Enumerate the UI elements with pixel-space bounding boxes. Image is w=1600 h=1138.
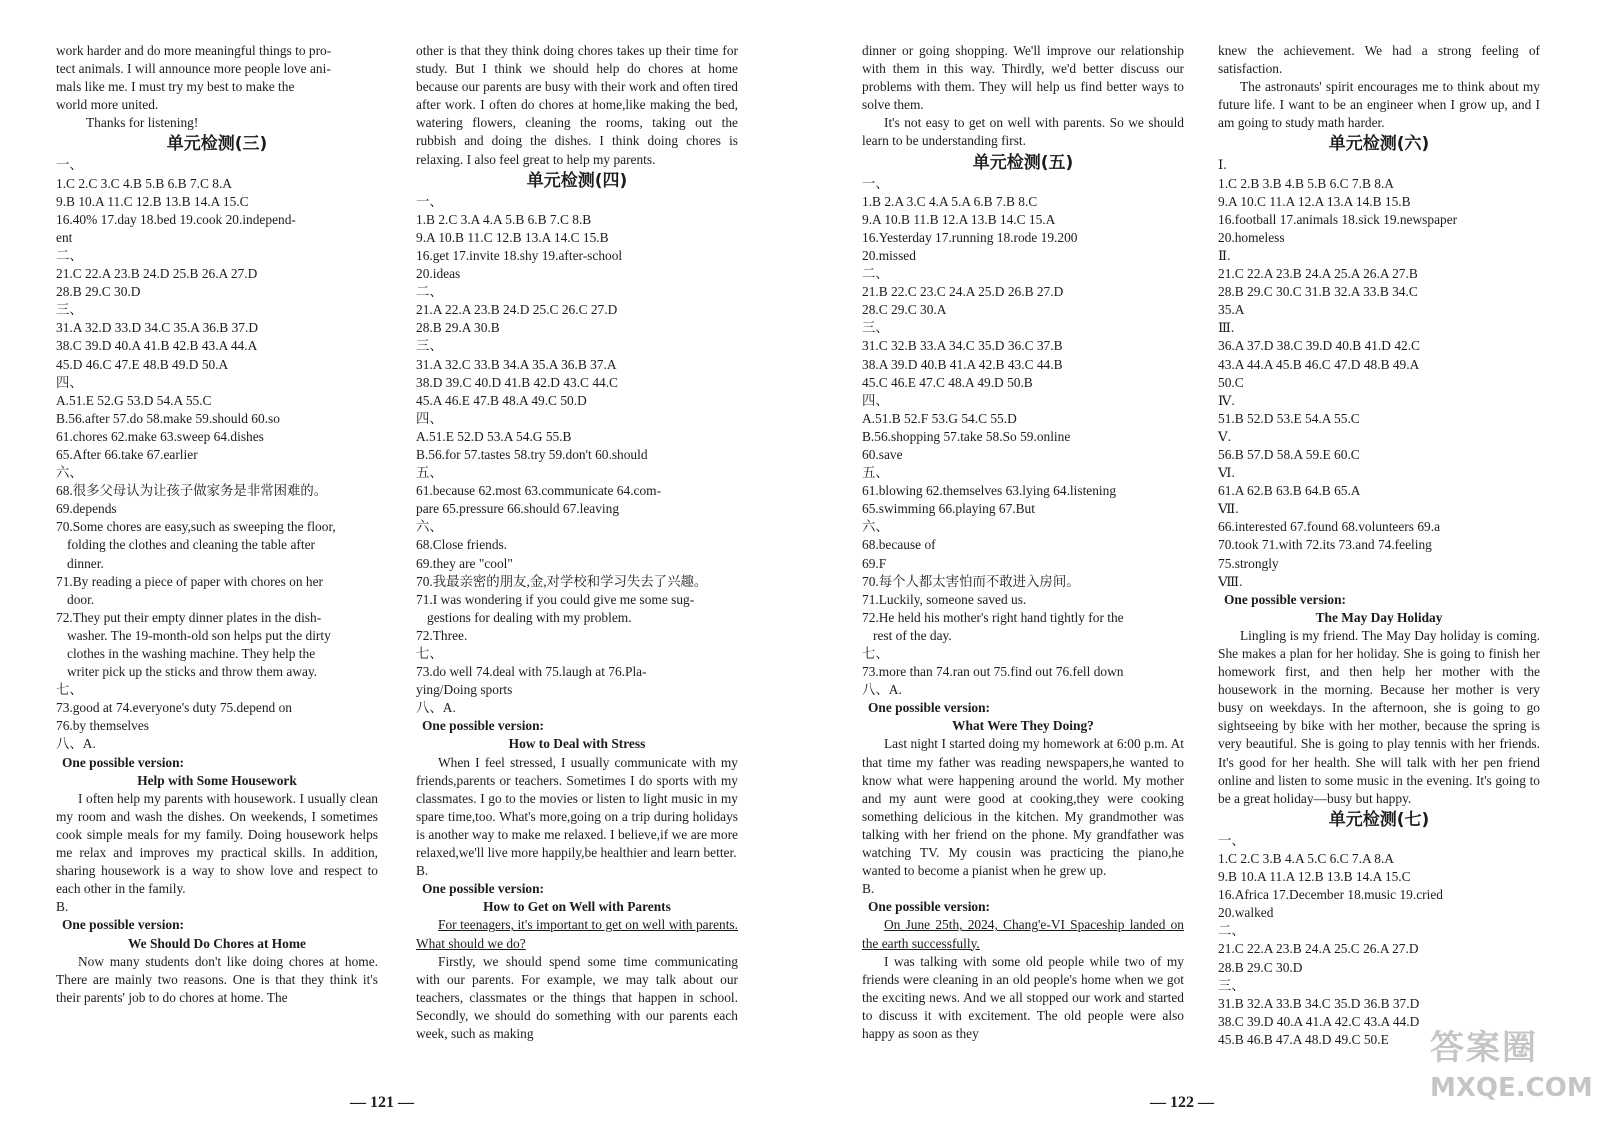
answer-line: 70.我最亲密的朋友,金,对学校和学习失去了兴趣。 [416, 573, 708, 589]
answer-line: 31.B 32.A 33.B 34.C 35.D 36.B 37.D [1218, 995, 1420, 1011]
answer-line: 1.C 2.C 3.C 4.B 5.B 6.B 7.C 8.A [56, 175, 232, 191]
text-line: mals like me. I must try my best to make the [56, 79, 295, 95]
part-label: 一、 [56, 157, 83, 173]
answer-line: 16.get 17.invite 18.shy 19.after-school [416, 247, 623, 263]
answer-line: 75.strongly [1218, 555, 1279, 571]
part-label: 六、 [56, 465, 83, 481]
answer-line: 16.Africa 17.December 18.music 19.cried [1218, 887, 1443, 903]
answer-line: A.51.B 52.F 53.G 54.C 55.D [862, 410, 1017, 426]
answer-line: 28.C 29.C 30.A [862, 302, 947, 318]
column-2 [416, 42, 738, 1043]
answer-line: 70.took 71.with 72.its 73.and 74.feeling [1218, 537, 1432, 553]
part-label: 一、 [862, 175, 889, 191]
text-line: world more united. [56, 97, 159, 113]
answer-line: 28.B 29.C 30.C 31.B 32.A 33.B 34.C [1218, 284, 1418, 300]
version-label: One possible version: [868, 899, 991, 915]
answer-line: 21.A 22.A 23.B 24.D 25.C 26.C 27.D [416, 302, 618, 318]
essay-title: We Should Do Chores at Home [128, 935, 306, 951]
part-label: 四、 [862, 392, 889, 408]
part-label: Ⅳ. [1218, 392, 1235, 408]
answer-line: 28.B 29.A 30.B [416, 320, 500, 336]
text-paragraph: other is that they think doing chores takes up their time for study. But I think we should help do chores at home because our parents are busy with their work and often tired after work. I often do chores at home,like making the bed, watering flowers, cleaning the rooms, taking out the rubbish and doing the dishes. I think doing chores is relaxing. I also feel great to help my parents. [416, 43, 738, 167]
part-label: 三、 [416, 338, 443, 354]
part-label: B. [56, 899, 69, 915]
part-label: 八、A. [862, 682, 902, 698]
part-label: 四、 [56, 374, 83, 390]
part-label: 五、 [416, 465, 443, 481]
answer-line: B.56.shopping 57.take 58.So 59.online [862, 428, 1071, 444]
answer-line: door. [67, 591, 95, 607]
part-label: Ⅴ. [1218, 428, 1232, 444]
section-heading: 单元检测(六) [1328, 134, 1430, 155]
answer-line: 38.C 39.D 40.A 41.B 42.B 43.A 44.A [56, 338, 258, 354]
essay-title: Help with Some Housework [137, 772, 297, 788]
part-label: 三、 [862, 320, 889, 336]
answer-line: 61.because 62.most 63.communicate 64.com- [416, 483, 662, 499]
answer-line: 45.B 46.B 47.A 48.D 49.C 50.E [1218, 1031, 1389, 1047]
answer-line: 28.B 29.C 30.D [1218, 959, 1303, 975]
text-paragraph: It's not easy to get on well with parents. So we should learn to be understanding first. [862, 115, 1184, 149]
answer-line: 9.A 10.B 11.B 12.A 13.B 14.C 15.A [862, 211, 1056, 227]
essay-title: How to Get on Well with Parents [483, 899, 671, 915]
answer-line: 66.interested 67.found 68.volunteers 69.a [1218, 519, 1441, 535]
watermark [1430, 1020, 1593, 1120]
column-3 [862, 42, 1184, 1043]
part-label: 一、 [416, 193, 443, 209]
watermark-cn: 答案圈 [1430, 1028, 1538, 1068]
answer-line: ent [56, 229, 73, 245]
answer-line: B.56.for 57.tastes 58.try 59.don't 60.should [416, 446, 648, 462]
version-label: One possible version: [868, 700, 991, 716]
answer-line: 1.C 2.B 3.B 4.B 5.B 6.C 7.B 8.A [1218, 175, 1394, 191]
page-number-right: — 122 — [1150, 1094, 1214, 1111]
answer-line: 61.A 62.B 63.B 64.B 65.A [1218, 483, 1361, 499]
version-label: One possible version: [422, 718, 545, 734]
answer-line: 9.B 10.A 11.A 12.B 13.B 14.A 15.C [1218, 869, 1411, 885]
essay-title: The May Day Holiday [1315, 609, 1443, 625]
answer-line: 9.B 10.A 11.C 12.B 13.B 14.A 15.C [56, 193, 249, 209]
text-paragraph: The astronauts' spirit encourages me to think about my future life. I want to be an engineer when I grow up, and I am going to study math harder. [1218, 79, 1540, 131]
answer-line: pare 65.pressure 66.should 67.leaving [416, 501, 620, 517]
answer-line: 72.He held his mother's right hand tightly for the [862, 609, 1124, 625]
answer-line: 73.do well 74.deal with 75.laugh at 76.Pla- [416, 664, 647, 680]
part-label: 二、 [1218, 923, 1245, 939]
answer-line: 68.Close friends. [416, 537, 508, 553]
part-label: 三、 [1218, 977, 1245, 993]
answer-line: folding the clothes and cleaning the table after [67, 537, 316, 553]
part-label: B. [416, 863, 429, 879]
answer-line: A.51.E 52.G 53.D 54.A 55.C [56, 392, 212, 408]
part-label: 八、A. [416, 700, 456, 716]
answer-line: 38.D 39.C 40.D 41.B 42.D 43.C 44.C [416, 374, 618, 390]
answer-line: 1.B 2.A 3.C 4.A 5.A 6.B 7.B 8.C [862, 193, 1038, 209]
part-label: Ⅲ. [1218, 320, 1235, 336]
answer-line: 31.A 32.C 33.B 34.A 35.A 36.B 37.A [416, 356, 617, 372]
part-label: 三、 [56, 302, 83, 318]
part-label: 八、A. [56, 736, 96, 752]
part-label: 二、 [56, 247, 83, 263]
answer-line: 45.C 46.E 47.C 48.A 49.D 50.B [862, 374, 1033, 390]
answer-line: 16.40% 17.day 18.bed 19.cook 20.independ- [56, 211, 296, 227]
answer-line: 71.By reading a piece of paper with chores on her [56, 573, 323, 589]
essay-paragraph: I was talking with some old people while two of my friends were cleaning in an old people's home when we got the exciting news. And we all stopped our work and started to discuss it with excitement. The old people were also happy as soon as they [862, 953, 1184, 1041]
version-label: One possible version: [1224, 591, 1347, 607]
answer-line: 72.They put their empty dinner plates in the dish- [56, 609, 322, 625]
answer-line: 20.walked [1218, 905, 1274, 921]
text-paragraph: dinner or going shopping. We'll improve our relationship with them in this way. Thirdly, we'd better discuss our problems with them. They will help us find better ways to solve them. [862, 43, 1184, 113]
answer-line: 31.C 32.B 33.A 34.C 35.D 36.C 37.B [862, 338, 1063, 354]
answer-line: 65.After 66.take 67.earlier [56, 446, 198, 462]
part-label: Ⅶ. [1218, 501, 1239, 517]
part-label: 六、 [862, 519, 889, 535]
answer-line: 60.save [862, 446, 903, 462]
answer-line: 9.A 10.B 11.C 12.B 13.A 14.C 15.B [416, 229, 609, 245]
answer-line: 45.A 46.E 47.B 48.A 49.C 50.D [416, 392, 587, 408]
answer-line: dinner. [67, 555, 104, 571]
part-label: 六、 [416, 519, 443, 535]
essay-title: How to Deal with Stress [508, 736, 646, 752]
answer-line: writer pick up the sticks and throw them away. [67, 664, 318, 680]
answer-line: B.56.after 57.do 58.make 59.should 60.so [56, 410, 280, 426]
part-label: 七、 [56, 682, 83, 698]
answer-line: 43.A 44.A 45.B 46.C 47.D 48.B 49.A [1218, 356, 1420, 372]
essay-paragraph: For teenagers, it's important to get on well with parents. What should we do? [416, 917, 738, 951]
answer-line: 51.B 52.D 53.E 54.A 55.C [1218, 410, 1360, 426]
answer-line: 38.A 39.D 40.B 41.A 42.B 43.C 44.B [862, 356, 1063, 372]
answer-line: 21.C 22.A 23.B 24.A 25.A 26.A 27.B [1218, 266, 1418, 282]
answer-line: 31.A 32.D 33.D 34.C 35.A 36.B 37.D [56, 320, 258, 336]
answer-line: 69.F [862, 555, 887, 571]
page-number-value: 121 [370, 1094, 394, 1111]
answer-line: 69.they are "cool" [416, 555, 513, 571]
answer-line: gestions for dealing with my problem. [427, 609, 632, 625]
essay-paragraph: Lingling is my friend. The May Day holiday is coming. She makes a plan for her holiday. She is going to finish her homework first, and then help her mother with the housework in the morning. Because her mother is very busy on weekdays. In the afternoon, she is going to go sightseeing by bike with her mother, because the spring is very beautiful. She is going to play tennis with her friends. It's good for her health. She will talk with her pen friend online and listen to some music in the evening. It's going to be a great holiday—busy but happy. [1218, 627, 1540, 806]
answer-line: 70.每个人都太害怕而不敢进入房间。 [862, 573, 1080, 589]
answer-line: 69.depends [56, 501, 117, 517]
answer-line: 16.Yesterday 17.running 18.rode 19.200 [862, 229, 1078, 245]
version-label: One possible version: [62, 754, 185, 770]
answer-line: 72.Three. [416, 627, 468, 643]
answer-line: 71.Luckily, someone saved us. [862, 591, 1027, 607]
answer-line: 21.B 22.C 23.C 24.A 25.D 26.B 27.D [862, 284, 1064, 300]
answer-line: 35.A [1218, 302, 1245, 318]
answer-line: 71.I was wondering if you could give me some sug- [416, 591, 695, 607]
essay-paragraph: Firstly, we should spend some time communicating with our parents. For example, we may talk about our teachers, classmates or the things that happen in school. Secondly, we should do something with our parents each week, such as making [416, 953, 738, 1041]
column-1 [56, 42, 378, 1007]
column-4 [1218, 42, 1540, 1049]
part-label: 五、 [862, 465, 889, 481]
watermark-en: MXQE.COM [1430, 1073, 1593, 1103]
answer-line: rest of the day. [873, 627, 952, 643]
answer-line: clothes in the washing machine. They help the [67, 646, 316, 661]
answer-line: 45.D 46.C 47.E 48.B 49.D 50.A [56, 356, 229, 372]
answer-line: 36.A 37.D 38.C 39.D 40.B 41.D 42.C [1218, 338, 1420, 354]
essay-paragraph: When I feel stressed, I usually communicate with my friends,parents or teachers. Sometimes I do sports with my classmates. I go to the movies or listen to light music in my spare time,too. What's more,going on a trip during holidays is another way to make me relaxed. I believe,if we are more relaxed,we'll live more happily,be healthier and learn better. [416, 754, 738, 861]
text-line: work harder and do more meaningful things to pro- [56, 43, 332, 58]
essay-title: What Were They Doing? [952, 718, 1094, 734]
part-label: 一、 [1218, 832, 1245, 848]
answer-line: 73.good at 74.everyone's duty 75.depend on [56, 700, 292, 716]
answer-line: 68.很多父母认为让孩子做家务是非常困难的。 [56, 483, 328, 499]
text-line: tect animals. I will announce more people love ani- [56, 61, 331, 77]
part-label: B. [862, 881, 875, 897]
part-label: Ⅷ. [1218, 573, 1243, 589]
answer-line: 1.B 2.C 3.A 4.A 5.B 6.B 7.C 8.B [416, 211, 592, 227]
essay-paragraph: Now many students don't like doing chores at home. There are mainly two reasons. One is that they think it's their parents' job to do chores at home. The [56, 953, 378, 1005]
answer-line: ying/Doing sports [416, 682, 513, 698]
essay-paragraph: On June 25th, 2024, Chang'e-VI Spaceship landed on the earth successfully. [862, 917, 1184, 951]
answer-line: 61.chores 62.make 63.sweep 64.dishes [56, 428, 264, 444]
answer-line: 21.C 22.A 23.B 24.D 25.B 26.A 27.D [56, 266, 258, 282]
answer-line: 20.homeless [1218, 229, 1285, 245]
answer-line: 21.C 22.A 23.B 24.A 25.C 26.A 27.D [1218, 941, 1419, 957]
answer-line: 20.missed [862, 247, 916, 263]
answer-line: 61.blowing 62.themselves 63.lying 64.listening [862, 483, 1117, 499]
part-label: 四、 [416, 410, 443, 426]
answer-line: 70.Some chores are easy,such as sweeping the floor, [56, 519, 336, 535]
part-label: 二、 [862, 266, 889, 282]
part-label: 七、 [416, 646, 443, 661]
answer-line: 65.swimming 66.playing 67.But [862, 501, 1035, 517]
answer-line: 50.C [1218, 374, 1244, 390]
answer-line: 28.B 29.C 30.D [56, 284, 141, 300]
answer-line: 56.B 57.D 58.A 59.E 60.C [1218, 446, 1360, 462]
answer-line: 38.C 39.D 40.A 41.A 42.C 43.A 44.D [1218, 1013, 1420, 1029]
essay-paragraph: Last night I started doing my homework at 6:00 p.m. At that time my father was reading newspapers,he wanted to know what were happening around the world. My mother and my aunt were good at cooking,they were cooking something delicious in the kitchen. My grandmother was talking with her friend on the phone. My grandfather was watching TV. My cousin was practicing the piano,he wanted to become a pianist when he grew up. [862, 736, 1184, 879]
answer-line: 68.because of [862, 537, 936, 553]
answer-line: 73.more than 74.ran out 75.find out 76.fell down [862, 664, 1124, 680]
page-number-left: — 121 — [350, 1094, 414, 1111]
part-label: Ⅵ. [1218, 465, 1235, 481]
part-label: Ⅰ. [1218, 157, 1227, 173]
answer-line: 76.by themselves [56, 718, 149, 734]
answer-line: A.51.E 52.D 53.A 54.G 55.B [416, 428, 572, 444]
section-heading: 单元检测(七) [1328, 809, 1430, 830]
version-label: One possible version: [62, 917, 185, 933]
answer-line: 1.C 2.C 3.B 4.A 5.C 6.C 7.A 8.A [1218, 850, 1394, 866]
part-label: 二、 [416, 284, 443, 300]
section-heading: 单元检测(五) [972, 152, 1074, 173]
essay-paragraph: I often help my parents with housework. I usually clean my room and wash the dishes. On weekends, I sometimes cook simple meals for my family. Doing housework helps me relax and improves my practical skills. In addition, sharing housework is a way to show love and respect to each other in the family. [56, 790, 378, 897]
answer-line: 20.ideas [416, 266, 461, 282]
answer-line: washer. The 19-month-old son helps put the dirty [67, 627, 331, 643]
text-paragraph: knew the achievement. We had a strong feeling of satisfaction. [1218, 43, 1540, 77]
answer-line: 9.A 10.C 11.A 12.A 13.A 14.B 15.B [1218, 193, 1411, 209]
text-line: Thanks for listening! [86, 115, 199, 131]
part-label: 七、 [862, 646, 889, 661]
part-label: Ⅱ. [1218, 247, 1231, 263]
page-number-value: 122 [1170, 1094, 1194, 1111]
section-heading: 单元检测(四) [526, 170, 628, 191]
section-heading: 单元检测(三) [166, 134, 268, 155]
version-label: One possible version: [422, 881, 545, 897]
answer-line: 16.football 17.animals 18.sick 19.newspaper [1218, 211, 1458, 227]
